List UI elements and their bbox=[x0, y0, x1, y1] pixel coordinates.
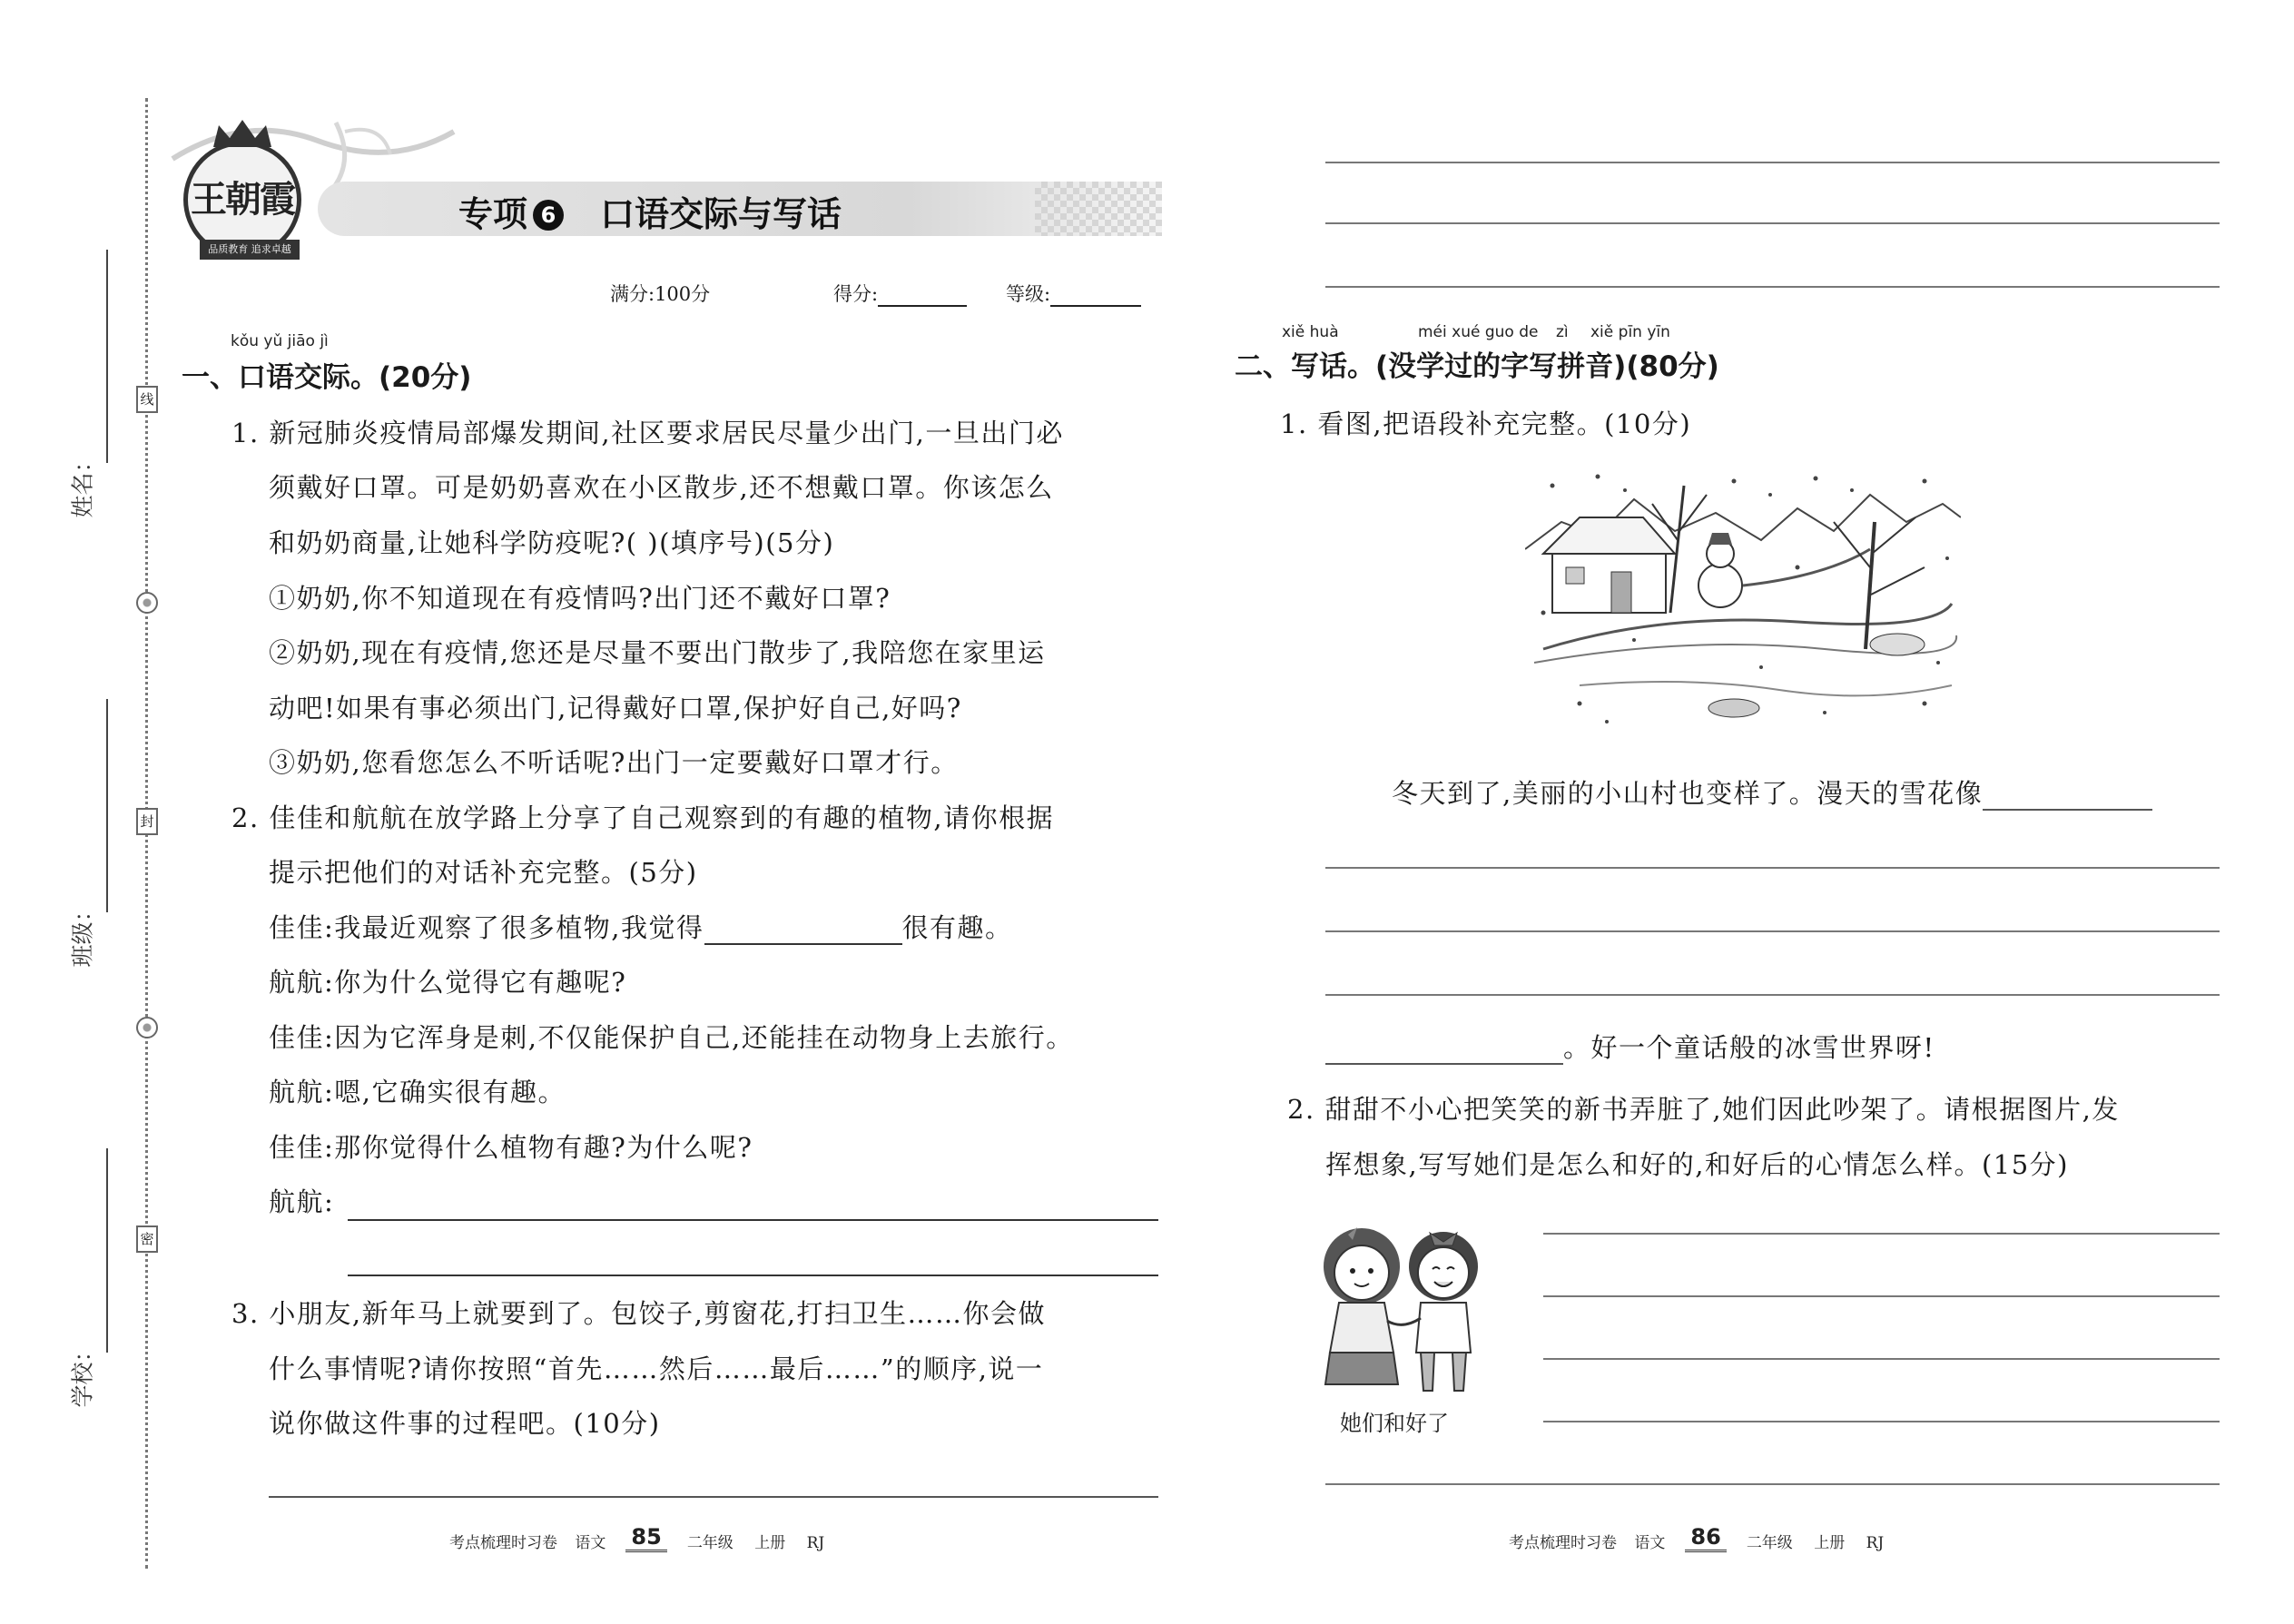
section-number: 6 bbox=[533, 200, 564, 231]
logo-ribbon: 品质教育 追求卓越 bbox=[200, 240, 300, 260]
school-field-line[interactable] bbox=[106, 1148, 108, 1353]
p2-q2-line: 挥想象,写写她们是怎么和好的,和好后的心情怎么样。(15分) bbox=[1325, 1149, 2069, 1180]
snow-village-illustration bbox=[1525, 468, 1961, 731]
grade-label: 等级: bbox=[1006, 283, 1051, 305]
footer-grade: 二年级 bbox=[686, 1534, 733, 1552]
q2-dialogue: 佳佳:那你觉得什么植物有趣?为什么呢? bbox=[269, 1132, 753, 1163]
seal-char: 封 bbox=[136, 808, 158, 835]
answer-line[interactable] bbox=[269, 1496, 1158, 1498]
binding-hole-marker bbox=[136, 1017, 158, 1038]
answer-line[interactable] bbox=[348, 1275, 1158, 1276]
illustration-caption: 她们和好了 bbox=[1340, 1411, 1449, 1436]
q2-dialogue: 佳佳:因为它浑身是刺,不仅能保护自己,还能挂在动物身上去旅行。 bbox=[269, 1022, 1074, 1053]
answer-line[interactable] bbox=[1325, 930, 2220, 932]
part1-pinyin: kǒu yǔ jiāo jì bbox=[231, 332, 329, 350]
part2-pinyin: zì bbox=[1556, 323, 1569, 341]
footer-edition: RJ bbox=[1866, 1534, 1885, 1552]
section-label: 专项 bbox=[458, 194, 528, 234]
answer-line[interactable] bbox=[1325, 994, 2220, 996]
full-score: 满分:100分 bbox=[610, 283, 711, 305]
answer-line[interactable] bbox=[1325, 867, 2220, 869]
q3-line: 说你做这件事的过程吧。(10分) bbox=[269, 1408, 661, 1439]
answer-line[interactable] bbox=[1543, 1358, 2220, 1360]
answer-line[interactable] bbox=[348, 1219, 1158, 1221]
class-field-line[interactable] bbox=[106, 699, 108, 912]
q2-dialogue bbox=[269, 908, 1013, 945]
footer-volume: 上册 bbox=[754, 1534, 786, 1552]
answer-blank[interactable] bbox=[1325, 1032, 1563, 1065]
q2-line: 提示把他们的对话补充完整。(5分) bbox=[269, 857, 698, 888]
q1-option: ②奶奶,现在有疫情,您还是尽量不要出门散步了,我陪您在家里运 bbox=[269, 637, 1046, 668]
q1-option: ③奶奶,您看您怎么不听话呢?出门一定要戴好口罩才行。 bbox=[269, 747, 959, 778]
part2-pinyin: xiě pīn yīn bbox=[1590, 323, 1670, 341]
logo-text: 王朝霞 bbox=[191, 178, 294, 221]
q2-dialogue: 航航:嗯,它确实很有趣。 bbox=[269, 1077, 566, 1107]
footer-book: 考点梳理时习卷 bbox=[449, 1534, 557, 1552]
part2-pinyin: méi xué guo de bbox=[1418, 323, 1539, 341]
crown-icon bbox=[210, 118, 275, 151]
part2-title: 二、写话。(没学过的字写拼音)(80分) bbox=[1235, 350, 1719, 383]
answer-line[interactable] bbox=[1543, 1233, 2220, 1235]
grade-blank[interactable] bbox=[1050, 305, 1141, 307]
p2-q1-sentence bbox=[1392, 773, 2152, 811]
answer-blank[interactable] bbox=[704, 912, 902, 945]
grade-field bbox=[1006, 280, 1141, 307]
sentence-start: 冬天到了,美丽的小山村也变样了。漫天的雪花像 bbox=[1392, 778, 1984, 809]
dialogue-text: 佳佳:我最近观察了很多植物,我觉得 bbox=[269, 912, 704, 943]
section-title: 口语交际与写话 bbox=[600, 194, 842, 234]
q1-option: ①奶奶,你不知道现在有疫情吗?出门还不戴好口罩? bbox=[269, 583, 891, 614]
q3-line: 什么事情呢?请你按照“首先……然后……最后……”的顺序,说一 bbox=[269, 1353, 1044, 1384]
q2-dialogue: 航航:你为什么觉得它有趣呢? bbox=[269, 967, 627, 998]
name-field-line[interactable] bbox=[106, 250, 108, 463]
banner-pattern bbox=[1035, 182, 1162, 236]
q1-option: 动吧!如果有事必须出门,记得戴好口罩,保护好自己,好吗? bbox=[269, 693, 962, 723]
q2-line: 2. 佳佳和航航在放学路上分享了自己观察到的有趣的植物,请你根据 bbox=[231, 802, 1055, 833]
footer-edition: RJ bbox=[806, 1534, 825, 1552]
dialogue-text: 很有趣。 bbox=[901, 912, 1013, 943]
answer-line[interactable] bbox=[1325, 162, 2220, 163]
footer-subject: 语文 bbox=[1634, 1534, 1666, 1552]
q1-line: 和奶奶商量,让她科学防疫呢?( )(填序号)(5分) bbox=[269, 527, 835, 558]
binding-hole-marker bbox=[136, 592, 158, 614]
p2-q1-ending bbox=[1325, 1028, 1935, 1065]
score-label: 得分: bbox=[833, 283, 879, 305]
answer-line[interactable] bbox=[1325, 286, 2220, 288]
answer-line[interactable] bbox=[1325, 1483, 2220, 1485]
answer-blank[interactable] bbox=[1983, 778, 2152, 811]
school-field-label: 学校： bbox=[69, 1339, 96, 1408]
answer-line[interactable] bbox=[1543, 1421, 2220, 1422]
sentence-end: 。好一个童话般的冰雪世界呀! bbox=[1563, 1032, 1935, 1063]
seal-char: 密 bbox=[136, 1225, 158, 1253]
footer-volume: 上册 bbox=[1814, 1534, 1846, 1552]
part1-title: 一、口语交际。(20分) bbox=[182, 361, 472, 394]
q2-dialogue: 航航: bbox=[269, 1186, 335, 1217]
answer-line[interactable] bbox=[1325, 222, 2220, 224]
p2-q1-label: 1. 看图,把语段补充完整。(10分) bbox=[1280, 408, 1692, 439]
p2-q2-line: 2. 甜甜不小心把笑笑的新书弄脏了,她们因此吵架了。请根据图片,发 bbox=[1287, 1094, 2120, 1125]
name-field-label: 姓名： bbox=[69, 449, 96, 518]
page-title bbox=[458, 186, 842, 236]
footer-left bbox=[449, 1524, 825, 1556]
score-field bbox=[833, 280, 967, 307]
class-field-label: 班级： bbox=[69, 899, 96, 968]
two-girls-illustration bbox=[1307, 1216, 1507, 1398]
footer-right bbox=[1509, 1524, 1885, 1556]
page-number: 86 bbox=[1685, 1524, 1726, 1552]
score-blank[interactable] bbox=[878, 305, 967, 307]
seal-char: 线 bbox=[136, 386, 158, 413]
answer-line[interactable] bbox=[1543, 1295, 2220, 1297]
footer-grade: 二年级 bbox=[1746, 1534, 1793, 1552]
footer-subject: 语文 bbox=[575, 1534, 606, 1552]
footer-book: 考点梳理时习卷 bbox=[1509, 1534, 1617, 1552]
part2-pinyin: xiě huà bbox=[1282, 323, 1339, 341]
page-number: 85 bbox=[625, 1524, 666, 1552]
q3-line: 3. 小朋友,新年马上就要到了。包饺子,剪窗花,打扫卫生……你会做 bbox=[231, 1298, 1047, 1329]
q1-line: 须戴好口罩。可是奶奶喜欢在小区散步,还不想戴口罩。你该怎么 bbox=[269, 472, 1054, 503]
q1-line: 1. 新冠肺炎疫情局部爆发期间,社区要求居民尽量少出门,一旦出门必 bbox=[231, 418, 1064, 448]
